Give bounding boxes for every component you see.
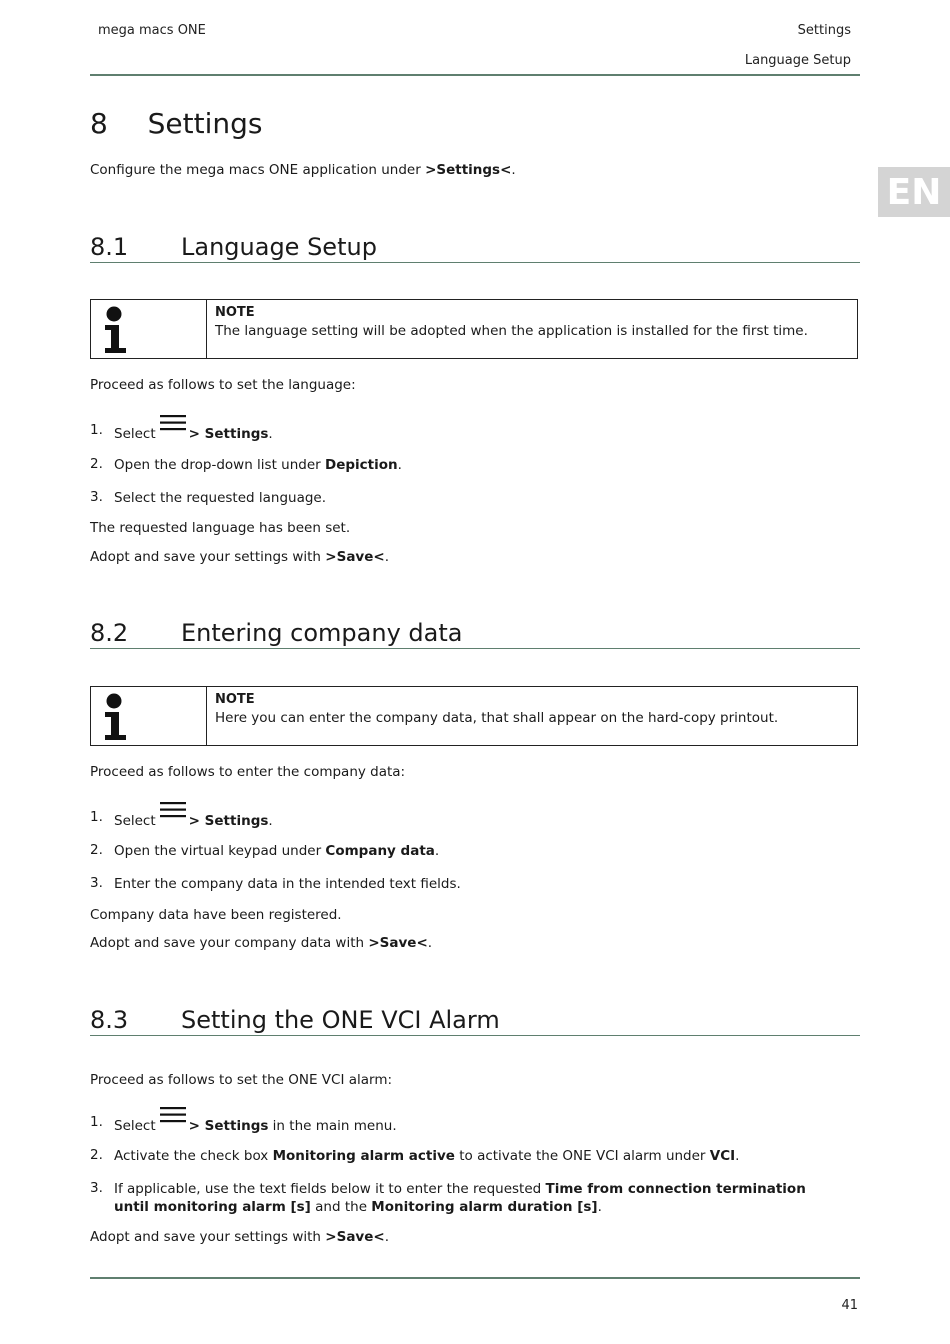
step-settings-ref: > Settings: [188, 813, 269, 829]
step-suffix: .: [434, 843, 440, 859]
step-number: 3.: [90, 875, 103, 891]
step-settings-ref: > Settings: [188, 426, 269, 442]
intro-text: Configure the mega macs ONE application under: [90, 162, 426, 178]
note-box: [90, 686, 858, 746]
step-number: 1.: [90, 809, 103, 825]
step-number: 2.: [90, 842, 103, 858]
chapter-intro: [90, 161, 516, 179]
header-rule: [90, 74, 860, 76]
step-number: 3.: [90, 489, 103, 505]
step-number: 2.: [90, 456, 103, 472]
section-title: Language Setup: [181, 233, 377, 261]
step-select: Select: [114, 1118, 156, 1134]
step-checkbox-ref: Monitoring alarm active: [272, 1148, 455, 1164]
step-number: 1.: [90, 422, 103, 438]
section-title: Setting the ONE VCI Alarm: [181, 1006, 500, 1034]
result-text: Company data have been registered.: [90, 907, 342, 923]
step-text: Enter the company data in the intended text fields.: [114, 876, 461, 892]
proceed-text: Proceed as follows to set the language:: [90, 377, 356, 393]
save-prefix: Adopt and save your settings with: [90, 549, 326, 565]
intro-settings-ref: >Settings<: [425, 162, 512, 178]
section-number: 8.2: [90, 619, 129, 647]
section-rule: [90, 262, 860, 263]
step-middle: and the: [310, 1199, 372, 1215]
note-icon-cell: [91, 687, 207, 745]
note-text: Here you can enter the company data, that shall appear on the hard-copy printout.: [215, 710, 779, 726]
note-title: NOTE: [215, 305, 255, 320]
note-box: [90, 299, 858, 359]
section-number: 8.1: [90, 233, 129, 261]
section-rule: [90, 648, 860, 649]
step-number: 3.: [90, 1180, 103, 1196]
menu-icon: [160, 801, 186, 819]
step-text: [114, 422, 273, 443]
save-ref: >Save<: [325, 1229, 385, 1245]
step-suffix: in the main menu.: [268, 1118, 397, 1134]
step-number: 1.: [90, 1114, 103, 1130]
intro-suffix: .: [511, 162, 516, 178]
step-select: Select: [114, 813, 156, 829]
step-suffix: .: [735, 1148, 740, 1164]
save-prefix: Adopt and save your company data with: [90, 935, 369, 951]
header-product: mega macs ONE: [98, 23, 206, 38]
step-text: [114, 1114, 397, 1135]
note-text: The language setting will be adopted when the application is installed for the first time.: [215, 323, 808, 339]
step-prefix: If applicable, use the text fields below it to enter the requested: [114, 1181, 546, 1197]
step-suffix: .: [268, 813, 273, 829]
proceed-text: Proceed as follows to enter the company data:: [90, 764, 406, 780]
save-text: [90, 1228, 389, 1246]
footer-rule: [90, 1277, 860, 1279]
menu-icon: [160, 1106, 186, 1124]
menu-icon: [160, 414, 186, 432]
step-vci-ref: VCI: [709, 1148, 736, 1164]
save-ref: >Save<: [325, 549, 385, 565]
info-icon: [101, 306, 131, 354]
note-title: NOTE: [215, 692, 255, 707]
step-time-field-ref: Time from connection termination until monitoring alarm [s]: [114, 1181, 806, 1215]
info-icon: [101, 693, 131, 741]
step-number: 2.: [90, 1147, 103, 1163]
step-suffix: .: [597, 1199, 602, 1215]
step-prefix: Open the drop-down list under: [114, 457, 325, 473]
save-ref: >Save<: [368, 935, 428, 951]
save-text: [90, 934, 432, 952]
step-text: [114, 809, 273, 830]
step-depiction-ref: Depiction: [324, 457, 398, 473]
save-suffix: .: [384, 549, 389, 565]
step-text: [114, 456, 402, 474]
save-text: [90, 548, 389, 566]
step-suffix: .: [268, 426, 273, 442]
step-prefix: Activate the check box: [114, 1148, 273, 1164]
step-prefix: Open the virtual keypad under: [114, 843, 326, 859]
step-text: [114, 1147, 739, 1165]
step-text: [114, 1180, 814, 1216]
section-number: 8.3: [90, 1006, 129, 1034]
step-text: [114, 842, 439, 860]
page-number: 41: [841, 1298, 858, 1313]
result-text: The requested language has been set.: [90, 520, 351, 536]
save-suffix: .: [427, 935, 433, 951]
note-icon-cell: [91, 300, 207, 358]
chapter-heading: [90, 107, 262, 140]
step-company-data-ref: Company data: [325, 843, 435, 859]
chapter-number: 8: [90, 107, 108, 140]
header-section: Language Setup: [744, 53, 851, 68]
save-suffix: .: [384, 1229, 389, 1245]
proceed-text: Proceed as follows to set the ONE VCI alarm:: [90, 1072, 393, 1088]
language-tab: EN: [878, 167, 950, 217]
step-settings-ref: > Settings: [188, 1118, 269, 1134]
header-chapter: Settings: [797, 23, 851, 38]
section-rule: [90, 1035, 860, 1036]
step-select: Select: [114, 426, 156, 442]
step-text: Select the requested language.: [114, 490, 327, 506]
step-duration-field-ref: Monitoring alarm duration [s]: [371, 1199, 598, 1215]
save-prefix: Adopt and save your settings with: [90, 1229, 326, 1245]
chapter-title: Settings: [147, 107, 263, 140]
step-suffix: .: [397, 457, 402, 473]
section-title: Entering company data: [181, 619, 463, 647]
step-middle: to activate the ONE VCI alarm under: [454, 1148, 710, 1164]
